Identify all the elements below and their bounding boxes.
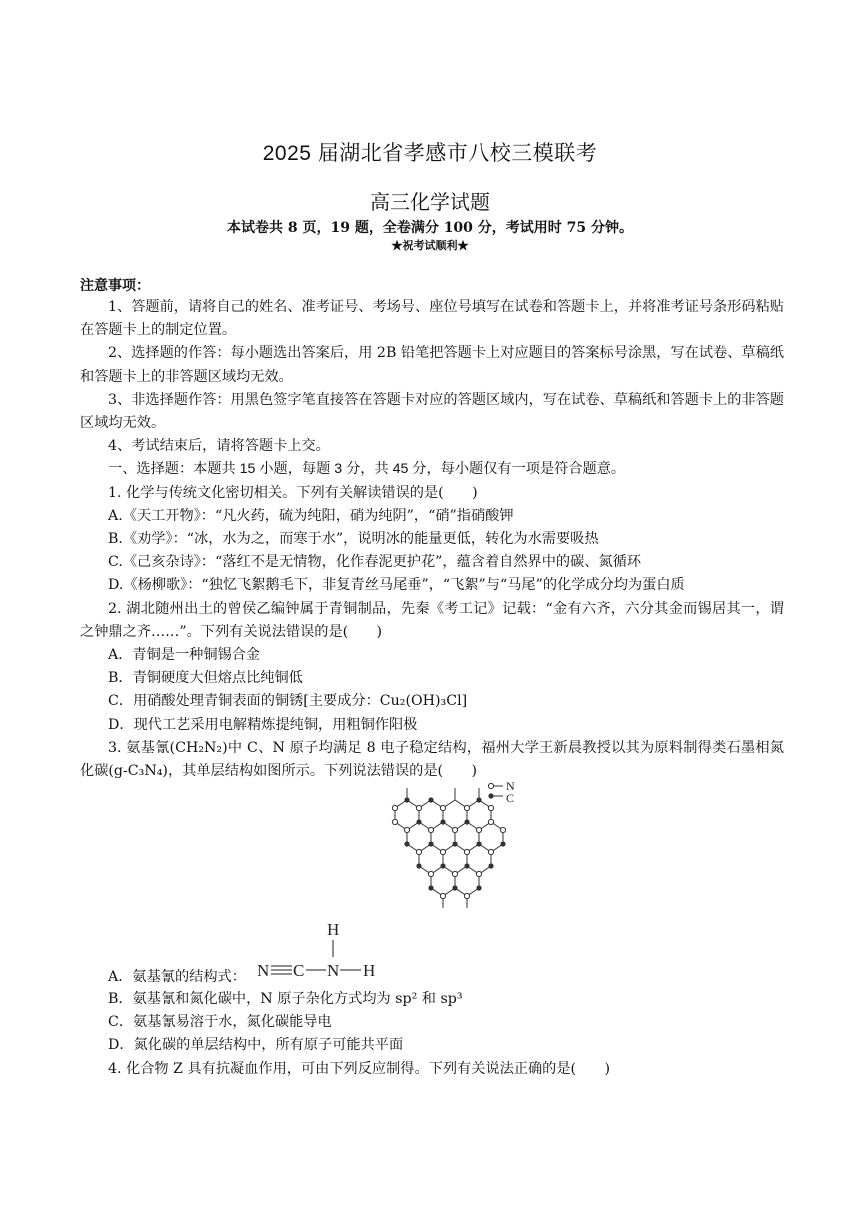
q4-stem: 4. 化合物 Z 具有抗凝血作用，可由下列反应制得。下列有关说法正确的是( ) [108,1060,610,1077]
struct-n-mid: N [327,961,340,980]
q1-option-d: D.《杨柳歌》：“独忆飞絮鹅毛下，非复青丝马尾垂”，“飞絮”与“马尾”的化学成分均为蛋白质 [108,577,685,594]
q2-option-b: B．青铜硬度大但熔点比纯铜低 [108,670,303,687]
notice-item-1: 1、答题前，请将自己的姓名、准考证号、考场号、座位号填写在试卷和答题卡上，并将准考证号条形码粘贴在答题卡上的制定位置。 [80,299,784,339]
notice-item-4: 4、考试结束后，请将答题卡上交。 [108,438,330,455]
q1-option-b: B.《劝学》：“冰，水为之，而寒于水”，说明冰的能量更低，转化为水需要吸热 [108,531,599,548]
cyanamide-structural-formula [255,915,395,985]
q3-option-d: D．氮化碳的单层结构中，所有原子可能共平面 [108,1037,404,1054]
struct-n-left: N [257,961,270,980]
struct-h-top: H [327,920,340,939]
exam-info: 本试卷共 8 页，19 题，全卷满分 100 分，考试用时 75 分钟。 [226,220,634,236]
q3-q4-block [80,988,784,1081]
struct-h-right: H [363,961,376,980]
notice-heading: 注意事项： [80,278,150,294]
notice-item-3: 3、非选择题作答：用黑色签字笔直接答在答题卡对应的答题区域内，写在试卷、草稿纸和答题卡上的非答题区域均无效。 [80,391,784,432]
q3-option-c: C．氨基氰易溶于水，氮化碳能导电 [108,1014,332,1031]
q3-option-a: A．氨基氰的结构式： [108,969,246,985]
q2-option-a: A．青铜是一种铜锡合金 [108,647,261,664]
section-text: 本题共 15 小题，每题 3 分，共 45 分，每小题仅有一项是符合题意。 [193,461,626,478]
q1-option-c: C.《己亥杂诗》：“落红不是无情物，化作春泥更护花”，蕴含着自然界中的碳、氮循环 [108,554,642,571]
legend-n-label: N [506,779,515,793]
legend-c-label: C [506,791,515,805]
struct-c: C [293,961,305,980]
notice-list [80,296,784,783]
q1-option-a: A.《天工开物》：“凡火药，硫为纯阳，硝为纯阴”，“硝”指硝酸钾 [108,507,514,524]
struct-bonds [271,940,361,974]
exam-subtitle: 高三化学试题 [370,192,490,214]
q2-stem: 2. 湖北随州出土的曾侯乙编钟属于青铜制品，先秦《考工记》记载：“金有六齐，六分其金而锡居其一，谓之钟鼎之齐……”。下列有关说法错误的是( ) [80,600,784,640]
notice-item-2: 2、选择题的作答：每小题选出答案后，用 2B 铅笔把答题卡上对应题目的答案标号涂黑，写在试卷、草稿纸和答题卡上的非答题区域均无效。 [80,345,784,385]
section-heading [80,458,784,481]
q3-option-b: B．氨基氰和氮化碳中，N 原子杂化方式均为 sp² 和 sp³ [108,991,463,1007]
section-prefix: 一、选择题： [108,461,194,478]
good-luck-line: ★祝考试顺利★ [391,239,469,252]
q2-option-d: D．现代工艺采用电解精炼提纯铜，用粗铜作阳极 [108,716,418,733]
q1-stem: 1. 化学与传统文化密切相关。下列有关解读错误的是( ) [108,484,478,501]
lattice-bonds [395,786,503,908]
q3-stem: 3. 氨基氰(CH₂N₂)中 C、N 原子均满足 8 电子稳定结构，福州大学王新晨教授以其为原料制得类石墨相氮化碳(g-C₃N₄)，其单层结构如图所示。下列说法错误的是( ) [80,739,784,780]
q2-option-c: C．用硝酸处理青铜表面的铜锈[主要成分：Cu₂(OH)₃Cl] [108,693,468,710]
exam-title: 2025 届湖北省孝感市八校三模联考 [262,142,598,165]
carbon-nitride-lattice-figure [385,778,525,913]
